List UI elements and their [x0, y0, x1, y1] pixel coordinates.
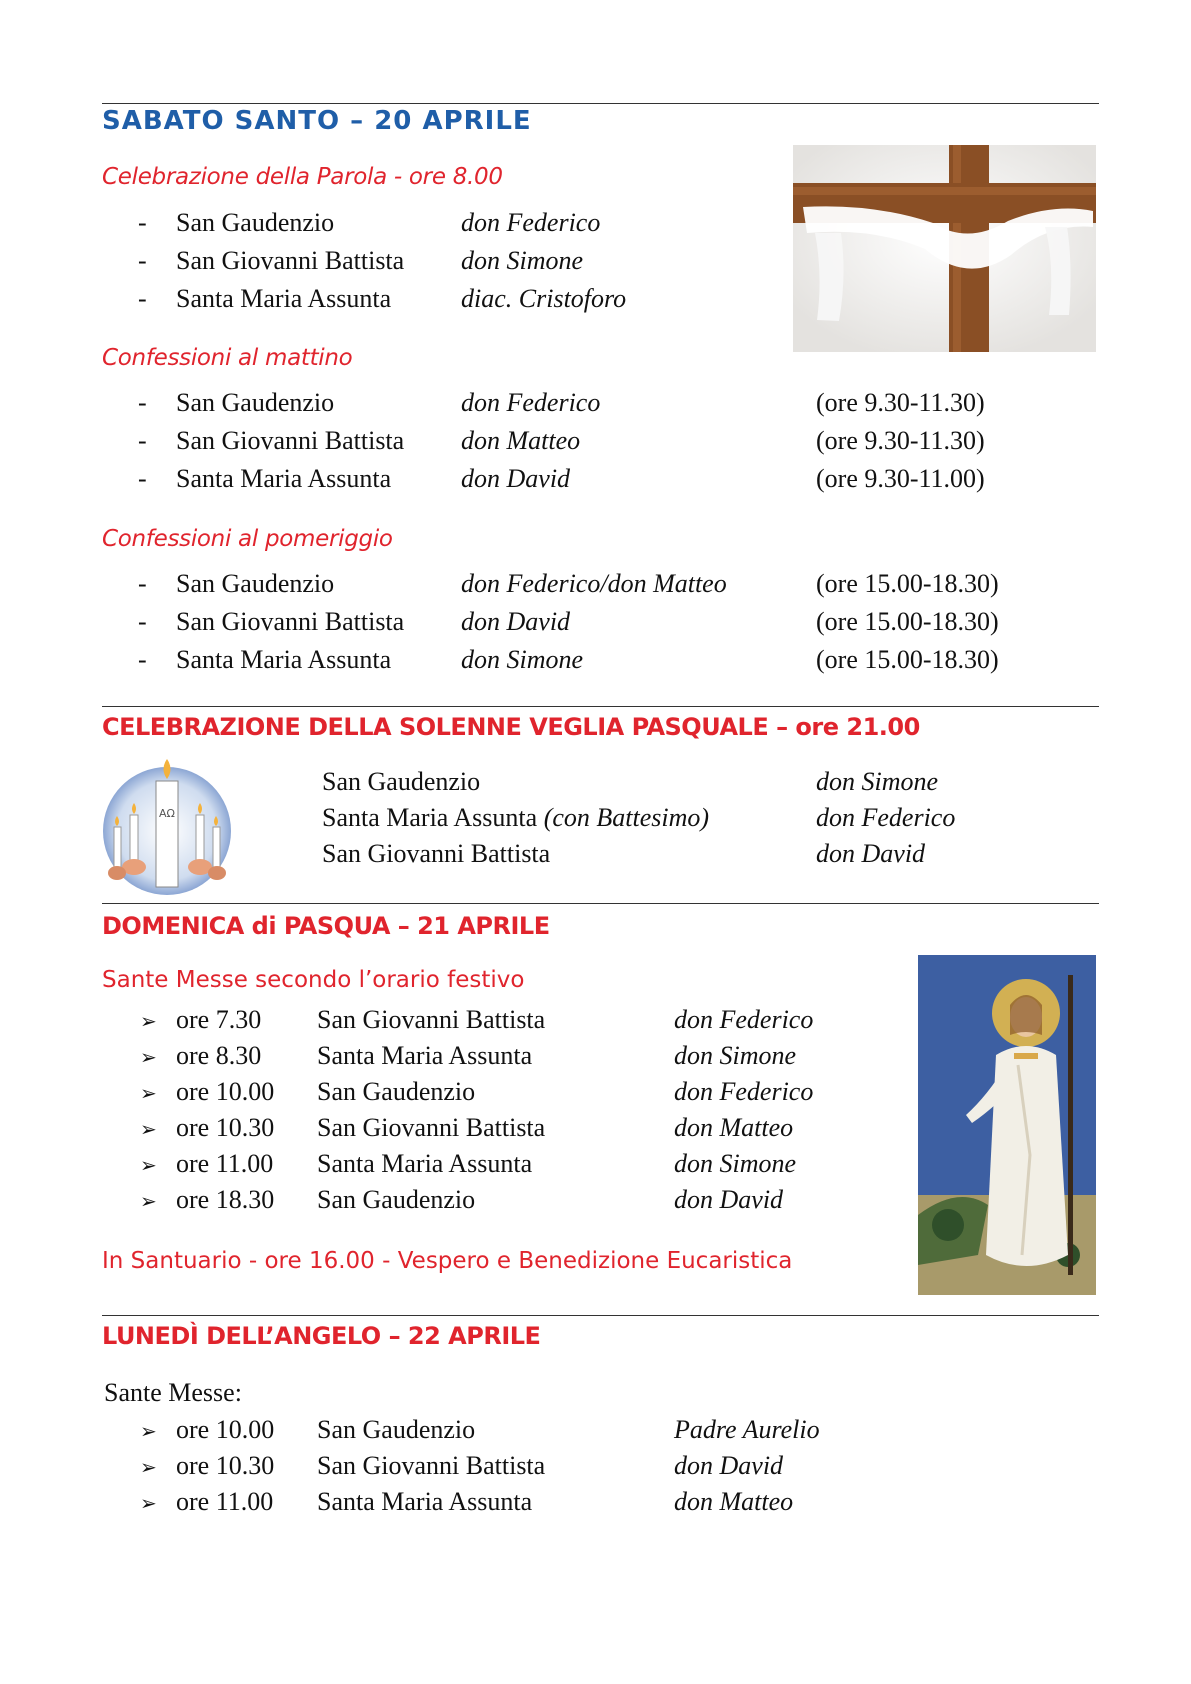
mass-time: ore 8.30	[176, 1041, 262, 1070]
parola-title: Celebrazione della Parola - ore 8.00	[102, 164, 503, 190]
priest-name: don Federico/don Matteo	[461, 569, 727, 598]
church-name: Santa Maria Assunta	[176, 464, 392, 493]
priest-name: don David	[461, 607, 571, 636]
time-range: (ore 9.30-11.30)	[816, 388, 985, 417]
mass-time: ore 11.00	[176, 1487, 274, 1516]
priest-name: don Federico	[461, 388, 601, 417]
church-name: San Giovanni Battista	[322, 839, 551, 868]
list-item	[0, 836, 1191, 872]
dash-bullet: -	[138, 388, 147, 417]
priest-name: don David	[674, 1185, 784, 1214]
arrow-bullet-icon: ➢	[140, 1493, 157, 1515]
church-name	[322, 800, 709, 836]
arrow-bullet-icon: ➢	[140, 1421, 157, 1443]
svg-text:AΩ: AΩ	[159, 807, 175, 820]
mass-time: ore 10.00	[176, 1415, 275, 1444]
arrow-bullet-icon: ➢	[140, 1191, 157, 1213]
church-name: San Giovanni Battista	[317, 1005, 546, 1034]
priest-name: don Matteo	[674, 1487, 794, 1516]
arrow-bullet-icon: ➢	[140, 1457, 157, 1479]
priest-name: diac. Cristoforo	[461, 284, 627, 313]
church-name: San Giovanni Battista	[176, 607, 405, 636]
arrow-bullet-icon: ➢	[140, 1155, 157, 1177]
dash-bullet: -	[138, 426, 147, 455]
mass-time: ore 10.30	[176, 1451, 275, 1480]
santuario-note: In Santuario - ore 16.00 - Vespero e Benedizione Eucaristica	[102, 1248, 793, 1274]
church-name: Santa Maria Assunta	[317, 1487, 533, 1516]
list-item	[0, 423, 1191, 459]
church-name: Santa Maria Assunta	[176, 645, 392, 674]
dash-bullet: -	[138, 246, 147, 275]
top-rule	[102, 103, 1099, 104]
dash-bullet: -	[138, 607, 147, 636]
priest-name: don Federico	[674, 1005, 814, 1034]
sabato-title: SABATO SANTO – 20 APRILE	[102, 106, 532, 136]
church-name: San Gaudenzio	[322, 767, 481, 796]
church-name: San Giovanni Battista	[176, 246, 405, 275]
list-item	[0, 1182, 1191, 1218]
priest-name: don Federico	[674, 1077, 814, 1106]
list-item	[0, 642, 1191, 678]
church-name: Santa Maria Assunta	[317, 1041, 533, 1070]
priest-name: don Simone	[461, 645, 584, 674]
priest-name: don Simone	[816, 767, 939, 796]
pomeriggio-title: Confessioni al pomeriggio	[102, 526, 393, 552]
priest-name: don David	[461, 464, 571, 493]
angelo-title: LUNEDÌ DELL’ANGELO – 22 APRILE	[102, 1322, 541, 1350]
pasqua-subtitle: Sante Messe secondo l’orario festivo	[102, 967, 525, 993]
section-rule	[102, 1315, 1099, 1316]
mattino-title: Confessioni al mattino	[102, 345, 353, 371]
list-item	[0, 800, 1191, 836]
section-rule	[102, 903, 1099, 904]
church-name-text: Santa Maria Assunta	[322, 803, 538, 832]
time-range: (ore 9.30-11.00)	[816, 464, 985, 493]
list-item	[0, 764, 1191, 800]
mass-time: ore 11.00	[176, 1149, 274, 1178]
church-name: San Gaudenzio	[317, 1077, 476, 1106]
dash-bullet: -	[138, 284, 147, 313]
arrow-bullet-icon: ➢	[140, 1011, 157, 1033]
list-item	[0, 1002, 1191, 1038]
time-range: (ore 15.00-18.30)	[816, 607, 999, 636]
priest-name: Padre Aurelio	[674, 1415, 820, 1444]
list-item	[0, 1038, 1191, 1074]
church-name: San Gaudenzio	[317, 1415, 476, 1444]
list-item	[0, 385, 1191, 421]
church-name: Santa Maria Assunta	[176, 284, 392, 313]
priest-name: don Simone	[674, 1041, 797, 1070]
priest-name: don Federico	[816, 803, 956, 832]
time-range: (ore 15.00-18.30)	[816, 569, 999, 598]
pasqua-title: DOMENICA di PASQUA – 21 APRILE	[102, 912, 550, 940]
time-range: (ore 15.00-18.30)	[816, 645, 999, 674]
church-name: San Gaudenzio	[176, 208, 335, 237]
dash-bullet: -	[138, 208, 147, 237]
mass-time: ore 18.30	[176, 1185, 275, 1214]
list-item	[0, 1412, 1191, 1448]
list-item	[0, 1484, 1191, 1520]
priest-name: don Matteo	[461, 426, 581, 455]
church-note: (con Battesimo)	[543, 803, 710, 832]
church-name: San Gaudenzio	[176, 388, 335, 417]
church-name: San Gaudenzio	[317, 1185, 476, 1214]
list-item	[0, 461, 1191, 497]
list-item	[0, 1110, 1191, 1146]
church-name: San Giovanni Battista	[317, 1113, 546, 1142]
priest-name: don Simone	[461, 246, 584, 275]
angelo-intro: Sante Messe:	[104, 1378, 242, 1407]
dash-bullet: -	[138, 464, 147, 493]
section-rule	[102, 706, 1099, 707]
priest-name: don Matteo	[674, 1113, 794, 1142]
dash-bullet: -	[138, 645, 147, 674]
mass-time: ore 10.00	[176, 1077, 275, 1106]
dash-bullet: -	[138, 569, 147, 598]
priest-name: don David	[674, 1451, 784, 1480]
veglia-title: CELEBRAZIONE DELLA SOLENNE VEGLIA PASQUALE – ore 21.00	[102, 713, 920, 741]
mass-time: ore 10.30	[176, 1113, 275, 1142]
cross-with-cloth-image	[793, 145, 1096, 352]
arrow-bullet-icon: ➢	[140, 1083, 157, 1105]
church-name: Santa Maria Assunta	[317, 1149, 533, 1178]
mass-time: ore 7.30	[176, 1005, 262, 1034]
time-range: (ore 9.30-11.30)	[816, 426, 985, 455]
priest-name: don David	[816, 839, 926, 868]
priest-name: don Simone	[674, 1149, 797, 1178]
list-item	[0, 1074, 1191, 1110]
church-name: San Giovanni Battista	[317, 1451, 546, 1480]
list-item	[0, 566, 1191, 602]
priest-name: don Federico	[461, 208, 601, 237]
arrow-bullet-icon: ➢	[140, 1047, 157, 1069]
arrow-bullet-icon: ➢	[140, 1119, 157, 1141]
list-item	[0, 604, 1191, 640]
list-item	[0, 1146, 1191, 1182]
church-name: San Gaudenzio	[176, 569, 335, 598]
church-name: San Giovanni Battista	[176, 426, 405, 455]
list-item	[0, 1448, 1191, 1484]
